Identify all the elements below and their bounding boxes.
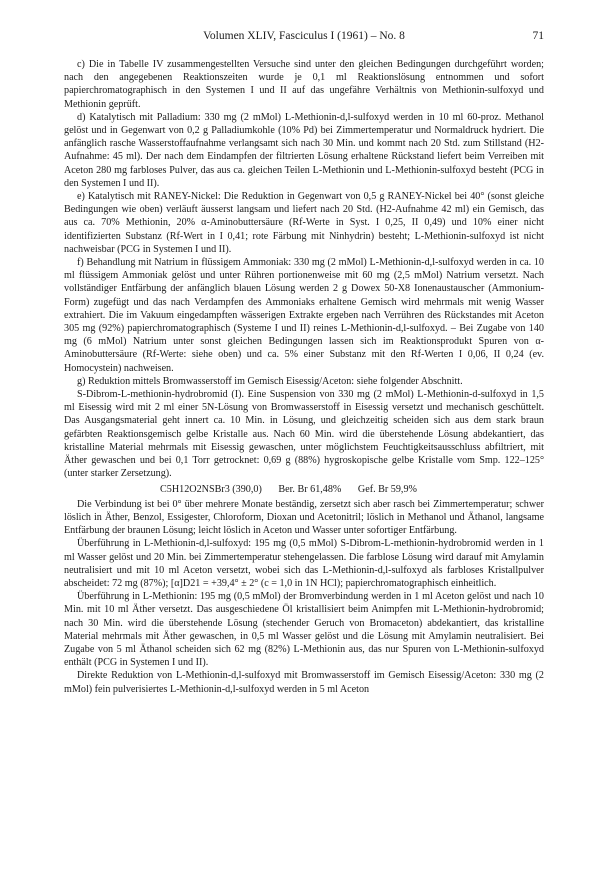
paragraph-direct-reduction: Direkte Reduktion von L-Methionin-d,l-sulfoxyd mit Bromwasserstoff im Gemisch Eisessig/Aceton: 330 mg (2 mMol) fein pulverisiertes L-Methionin-d,l-sulfoxyd werden in 5 ml Aceton [64,670,544,695]
page-number: 71 [532,30,544,42]
paragraph-f-natrium-ammoniak: f) Behandlung mit Natrium in flüssigem Ammoniak: 330 mg (2 mMol) L-Methionin-d,l-sulfoxyd werden in ca. 10 ml flüssigem Ammoniak gelöst und unter Rühren portionenweise mit 60 mg (2,5 mMol) Natrium versetzt. Nach vollständiger Entfärbung der anfänglich blauen Lösung werden 2 g Dowex 50-X8 Ionenaustauscher (Ammonium-Form) zugefügt und das nach Verdampfen des Ammoniaks erhaltene Gemisch wird mehrmals mit wenig Wasser extrahiert. Die im Vakuum eingedampften wässerigen Extrakte ergeben nach Verrühren des Rückstandes mit Aceton 305 mg (92%) papierchromatographisch (Systeme I und II) reines L-Methionin-d,l-sulfoxyd. – Bei Zugabe von 140 mg (6 mMol) Natrium unter sonst gleichen Bedingungen lassen sich im Reaktionsprodukt Spuren von α-Aminobuttersäure (Rf-Werte: siehe oben) und ca. 5% einer Substanz mit den Rf-Werten I 0,06, II 0,24 (ev. Homocystein) nachweisen. [64,257,544,374]
molecular-formula: C5H12O2NSBr3 (390,0) [160,483,262,495]
paragraph-conversion-sulfoxyd: Überführung in L-Methionin-d,l-sulfoxyd: 195 mg (0,5 mMol) S-Dibrom-L-methionin-hydrobromid werden in 1 ml Wasser gelöst und 20 Min. bei Zimmertemperatur stehengelassen. Die farblose Lösung wird darauf mit Amylamin neutralisiert und mit 10 ml Aceton versetzt, wobei sich das L-Methionin-d,l-sulfoxyd als farbloses Kristallpulver abscheidet: 72 mg (87%); [α]D21 = +39,4° ± 2° (c = 1,0 in 1N HCl); papierchromatographisch einheitlich. [64,538,544,589]
paragraph-stability: Die Verbindung ist bei 0° über mehrere Monate beständig, zersetzt sich aber rasch bei Zimmertemperatur; schwer löslich in Äther, Benzol, Essigester, Chloroform, Dioxan und Acetonitril; löslich in Methanol und Äthanol, langsame Entfärbung der braunen Lösung; leicht löslich in Aceton und Wasser unter sofortiger Entfärbung. [64,498,544,537]
paragraph-e-raney-nickel: e) Katalytisch mit RANEY-Nickel: Die Reduktion in Gegenwart von 0,5 g RANEY-Nickel bei 40° (sonst gleiche Bedingungen wie oben) verläuft äusserst langsam und liefert nach 20 Std. (H2-Aufnahme 42 ml) ein Gemisch, das aus ca. 70% Methionin, 20% α-Aminobuttersäure (Rf-Werte in Syst. I 0,25, II 0,49) und 10% einer nicht identifizierten Substanz (Rf-Wert in I 0,41; rote Färbung mit Ninhydrin) besteht; L-Methionin-sulfoxyd ist nicht nachweisbar (PCG in Systemen I und II). [64,191,544,255]
paragraph-conversion-methionin: Überführung in L-Methionin: 195 mg (0,5 mMol) der Bromverbindung werden in 1 ml Aceton gelöst und nach 10 Min. mit 10 ml Äther versetzt. Das ausgeschiedene Öl kristallisiert beim Animpfen mit L-Methionin-hydrobromid; nach 30 Min. wird die überstehende Lösung (stechender Geruch von Bromaceton) abdekantiert, das kristalline Material mehrmals mit Äther gewaschen, in 0,5 ml Wasser gelöst und die Lösung mit Amylamin neutralisiert. Bei Zugabe von 5 ml Äthanol scheiden sich 62 mg (82%) L-Methionin aus, das nur Spuren von L-Methionin-sulfoxyd enthält (PCG in Systemen I und II). [64,591,544,669]
journal-volume-title: Volumen XLIV, Fasciculus I (1961) – No. 8 [203,30,405,42]
paragraph-c-tabelle: c) Die in Tabelle IV zusammengestellten Versuche sind unter den gleichen Bedingungen durchgeführt worden; nach den angegebenen Reaktionszeiten wurde je 0,1 ml Reaktionslösung entnommen und sofort papierchromatographisch in den Systemen I und II auf das ungefähre Verhältnis von Methionin-sulfoxyd und Methionin geprüft. [64,59,544,110]
calculated-value: Ber. Br 61,48% [278,483,342,495]
paragraph-d-palladium: d) Katalytisch mit Palladium: 330 mg (2 mMol) L-Methionin-d,l-sulfoxyd werden in 10 ml 60-proz. Methanol gelöst und in Gegenwart von 0,2 g Palladiumkohle (10% Pd) bei Zimmertemperatur und Normaldruck hydriert. Die anfänglich rasche Wasserstoffaufnahme verlangsamt sich nach 30 Min. und kommt nach 20 Std. zum Stillstand (H2-Aufnahme: 45 ml). Der nach dem Eindampfen der filtrierten Lösung erhaltene Rückstand liefert beim Verreiben mit Aceton 280 mg farbloses Pulver, das aus ca. gleichen Teilen L-Methionin und L-Methionin-sulfoxyd besteht (PCG in den Systemen I und II). [64,111,544,189]
paragraph-g-bromwasserstoff: g) Reduktion mittels Bromwasserstoff im Gemisch Eisessig/Aceton: siehe folgender Abschnitt. [77,375,463,387]
paragraph-dibrom-methionin: S-Dibrom-L-methionin-hydrobromid (I). Eine Suspension von 330 mg (2 mMol) L-Methionin-d-sulfoxyd in 1,5 ml Eisessig wird mit 2 ml einer 5N-Lösung von Bromwasserstoff in Eisessig versetzt und mechanisch geschüttelt. Das Ausgangsmaterial geht innert ca. 10 Min. in Lösung, und gleichzeitig scheiden sich aus dem stark braun gefärbten Reaktionsgemisch gelbe Kristalle aus. Nach 60 Min. wird die überstehende Lösung abdekantiert, das kristalline Material mehrmals mit Eisessig gewaschen, unter möglichstem Feuchtigkeitsausschluss abfiltriert, mit Äther gewaschen und bei 0,1 Torr getrocknet: 0,69 g (88%) hygroskopische gelbe Kristalle vom Smp. 122–125° (unter starker Zersetzung). [64,389,544,480]
found-value: Gef. Br 59,9% [357,483,417,495]
elemental-analysis [64,483,544,496]
article-body [64,58,544,696]
running-header [64,30,544,46]
